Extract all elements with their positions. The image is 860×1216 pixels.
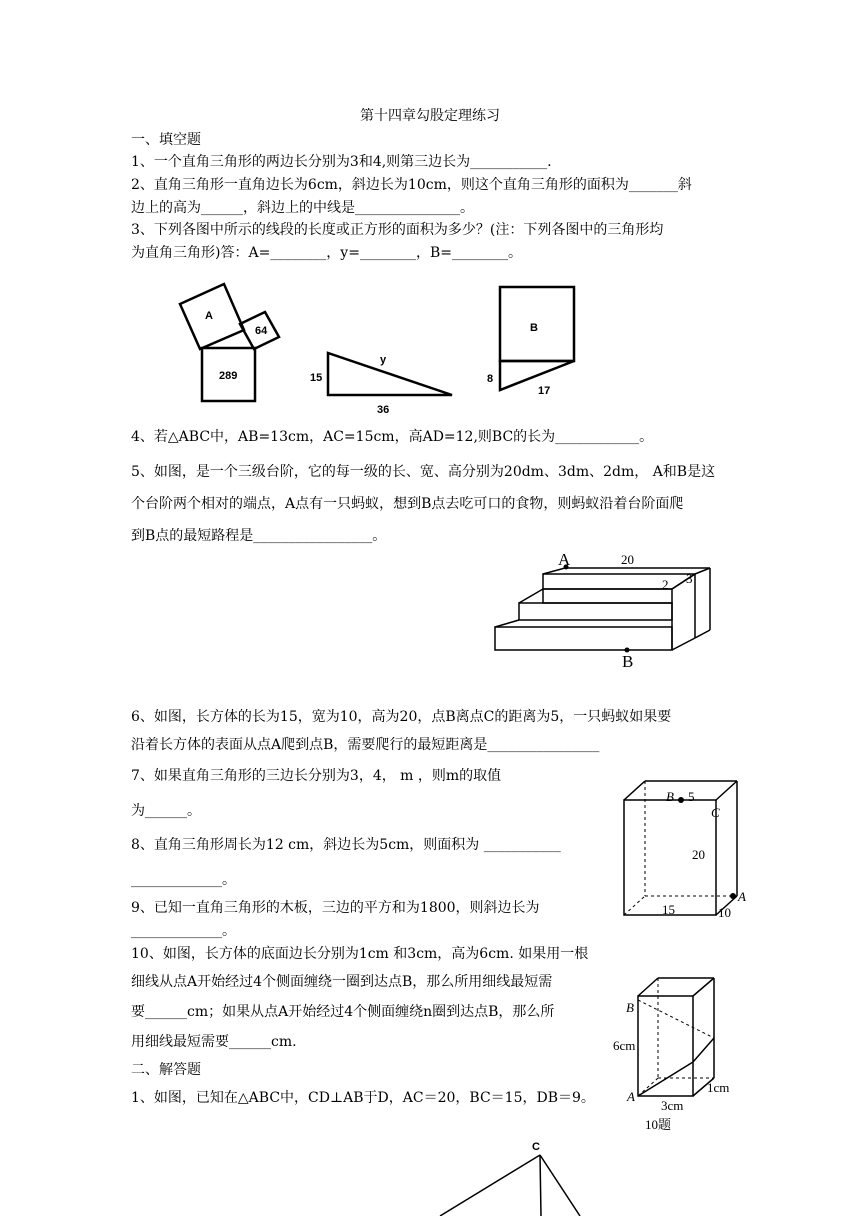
question-10-line-3: 要______cm；如果从点A开始经过4个侧面缠绕n圈到达点B，那么所 [131, 1004, 555, 1020]
label-cuboid-b: B [666, 789, 674, 804]
label-triangle-c: C [532, 1141, 540, 1153]
question-1: 1、一个直角三角形的两边长分别为3和4,则第三边长为___________. [131, 154, 552, 170]
question-6-line-2: 沿着长方体的表面从点A爬到点B，需要爬行的最短距离是________________ [131, 737, 600, 753]
question-10-line-2: 细线从点A开始经过4个侧面缠绕一圈到达点B，那么所用细线最短需 [131, 974, 553, 990]
label-stair-3: 3 [686, 571, 693, 586]
label-prism-b: B [626, 1000, 634, 1015]
label-cuboid-c: C [711, 805, 720, 820]
label-stair-b: B [622, 652, 634, 671]
section-heading-fill-blank: 一、填空题 [131, 132, 201, 148]
label-b: B [530, 322, 538, 334]
label-y: y [380, 354, 387, 366]
question-2-line-2: 边上的高为______，斜边上的中线是_______________。 [131, 200, 474, 216]
question-9-line-2: _____________。 [131, 923, 236, 939]
label-cuboid-10: 10 [718, 905, 731, 920]
label-36: 36 [377, 404, 390, 416]
label-a: A [205, 310, 213, 322]
label-prism-1cm: 1cm [707, 1080, 730, 1095]
question-10-line-4: 用细线最短需要______cm. [131, 1034, 297, 1050]
label-stair-2: 2 [662, 577, 669, 592]
label-prism-a: A [627, 1089, 635, 1104]
question-7-line-2: 为______。 [131, 803, 201, 819]
label-cuboid-5: 5 [688, 789, 695, 804]
label-cuboid-20: 20 [692, 847, 705, 862]
question-5-line-2: 个台阶两个相对的端点，A点有一只蚂蚁，想到B点去吃可口的食物，则蚂蚁沿着台阶面爬 [131, 496, 684, 512]
question-3-line-1: 3、下列各图中所示的线段的长度或正方形的面积为多少？(注：下列各图中的三角形均 [131, 222, 664, 238]
question-8-line-1: 8、直角三角形周长为12 cm，斜边长为5cm，则面积为 ___________ [131, 837, 561, 853]
label-64: 64 [255, 325, 268, 337]
question-8-line-2: _____________。 [131, 872, 236, 888]
label-cuboid-a: A [738, 889, 746, 904]
label-prism-6cm: 6cm [613, 1038, 636, 1053]
section-heading-answers: 二、解答题 [131, 1062, 201, 1078]
question-6-line-1: 6、如图，长方体的长为15，宽为10，高为20，点B离点C的距离为5，一只蚂蚁如果要 [131, 709, 672, 725]
question-5-line-3: 到B点的最短路程是_________________。 [131, 528, 387, 544]
figure-caption-10: 10题 [645, 1117, 672, 1132]
question-3-line-2: 为直角三角形)答：A=________，y=________，B=________。 [131, 245, 522, 261]
question-2-line-1: 2、直角三角形一直角边长为6cm，斜边长为10cm，则这个直角三角形的面积为_______斜 [131, 177, 692, 193]
label-8: 8 [487, 373, 494, 385]
label-15: 15 [310, 372, 323, 384]
label-stair-a: A [558, 550, 571, 569]
question-7-line-1: 7、如果直角三角形的三边长分别为3，4， m ，则m的取值 [131, 768, 502, 784]
question-9-line-1: 9、已知一直角三角形的木板，三边的平方和为1800，则斜边长为 [131, 900, 540, 916]
page-title: 第十四章勾股定理练习 [360, 108, 500, 124]
label-17: 17 [538, 385, 551, 397]
question-4: 4、若△ABC中，AB=13cm，AC=15cm，高AD=12,则BC的长为____________。 [131, 429, 654, 445]
label-cuboid-15: 15 [662, 902, 675, 917]
question-5-line-1: 5、如图，是一个三级台阶，它的每一级的长、宽、高分别为20dm、3dm、2dm， A和B是这 [131, 464, 716, 480]
label-stair-20: 20 [621, 552, 634, 567]
label-289: 289 [219, 370, 238, 382]
question-10-line-1: 10、如图，长方体的底面边长分别为1cm 和3cm，高为6cm. 如果用一根 [131, 946, 589, 962]
label-prism-3cm: 3cm [661, 1098, 684, 1113]
answer-question-1: 1、如图，已知在△ABC中，CD⊥AB于D，AC＝20，BC＝15，DB＝9。 [131, 1090, 595, 1106]
